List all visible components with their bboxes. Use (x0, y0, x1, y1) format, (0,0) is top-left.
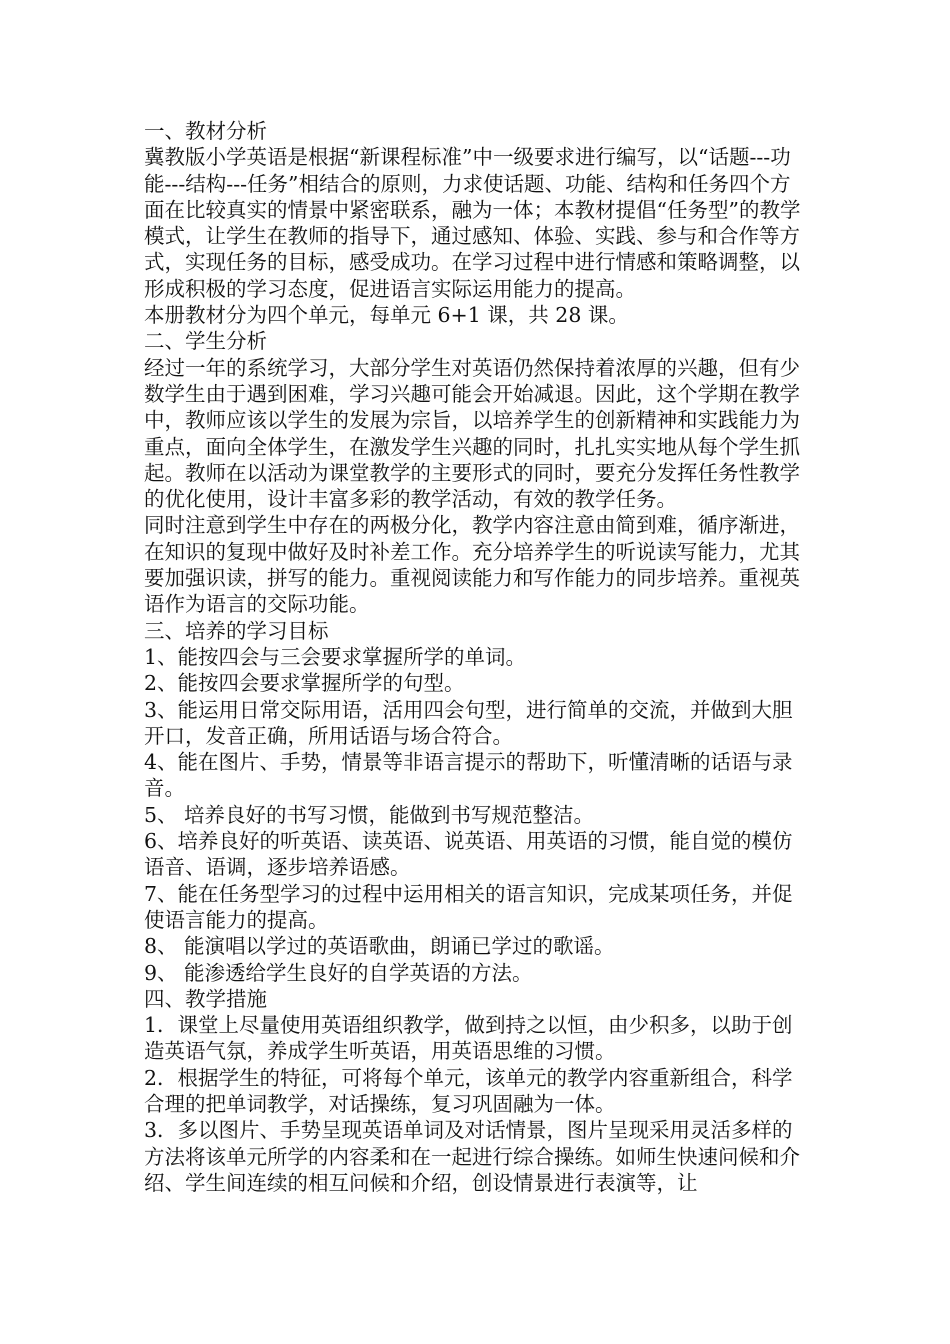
measure-item-3: 3．多以图片、手势呈现英语单词及对话情景，图片呈现采用灵活多样的方法将该单元所学的内容柔和在一起进行综合操练。如师生快速问候和介绍、学生间连续的相互问候和介绍，创设情景进行表演等，让 (144, 1118, 800, 1195)
section-heading-textbook-analysis: 一、教材分析 (144, 119, 267, 143)
section-heading-student-analysis: 二、学生分析 (144, 329, 267, 354)
section-heading-learning-goals: 三、培养的学习目标 (144, 618, 329, 643)
paragraph-textbook-description: 冀教版小学英语是根据“新课程标准”中一级要求进行编写，以“话题---功能---结构---任务”相结合的原则，力求使话题、功能、结构和任务四个方面在比较真实的情景中紧密联系，融为一体；本教材提倡“任务型”的教学模式，让学生在教师的指导下，通过感知、体验、实践、参与和合作等方式，实现任务的目标，感受成功。在学习过程中进行情感和策略调整，以形成积极的学习态度，促进语言实际运用能力的提高。 (144, 145, 801, 301)
goal-item-2: 2、能按四会要求掌握所学的句型。 (144, 671, 465, 696)
measure-item-1: 1．课堂上尽量使用英语组织教学，做到持之以恒，由少积多，以助于创造英语气氛，养成学生听英语，用英语思维的习惯。 (144, 1013, 793, 1064)
goal-item-3: 3、能运用日常交际用语，活用四会句型，进行简单的交流，并做到大胆开口，发音正确，所用话语与场合符合。 (144, 697, 793, 748)
goal-item-8: 8、 能演唱以学过的英语歌曲，朗诵已学过的歌谣。 (144, 934, 615, 959)
paragraph-student-analysis: 经过一年的系统学习，大部分学生对英语仍然保持着浓厚的兴趣，但有少数学生由于遇到困难，学习兴趣可能会开始减退。因此，这个学期在教学中，教师应该以学生的发展为宗旨，以培养学生的创新精神和实践能力为重点，面向全体学生，在激发学生兴趣的同时，扎扎实实地从每个学生抓起。教师在以活动为课堂教学的主要形式的同时，要充分发挥任务性教学的优化使用，设计丰富多彩的教学活动，有效的教学任务。 (144, 355, 800, 512)
goal-item-9: 9、 能渗透给学生良好的自学英语的方法。 (144, 960, 533, 985)
section-heading-teaching-measures: 四、教学措施 (144, 986, 267, 1011)
paragraph-units-summary: 本册教材分为四个单元，每单元 6+1 课，共 28 课。 (144, 303, 629, 328)
measure-item-2: 2．根据学生的特征，可将每个单元，该单元的教学内容重新组合，科学合理的把单词教学，对话操练，复习巩固融为一体。 (144, 1065, 793, 1116)
document-page (144, 118, 808, 1196)
goal-item-7: 7、能在任务型学习的过程中运用相关的语言知识，完成某项任务，并促使语言能力的提高。 (144, 881, 793, 932)
goal-item-6: 6、培养良好的听英语、读英语、说英语、用英语的习惯，能自觉的模仿语音、语调，逐步培养语感。 (144, 829, 793, 880)
goal-item-1: 1、能按四会与三会要求掌握所学的单词。 (144, 644, 527, 669)
goal-item-5: 5、 培养良好的书写习惯，能做到书写规范整洁。 (144, 802, 595, 827)
goal-item-4: 4、能在图片、手势，情景等非语言提示的帮助下，听懂清晰的话语与录音。 (144, 750, 793, 801)
paragraph-polarization: 同时注意到学生中存在的两极分化，教学内容注意由简到难，循序渐进，在知识的复现中做好及时补差工作。充分培养学生的听说读写能力，尤其要加强识读，拼写的能力。重视阅读能力和写作能力的同步培养。重视英语作为语言的交际功能。 (144, 513, 800, 617)
